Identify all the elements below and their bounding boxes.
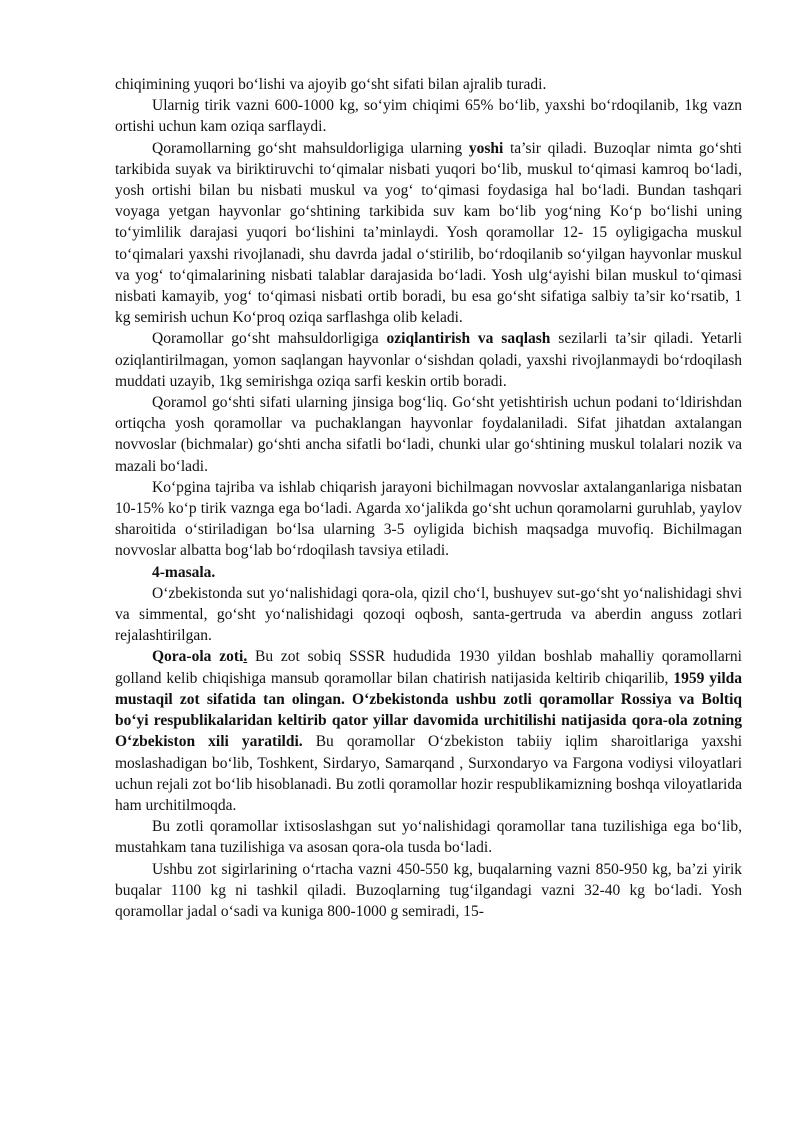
paragraph [115,477,742,562]
paragraph [115,859,742,923]
paragraph-text: Ushbu zot sigirlarining o‘rtacha vazni 450-550 kg, buqalarning vazni 850-950 kg, ba’zi yirik buqalar 1100 kg ni tashkil qiladi. Buzoqlarning tug‘ilgandagi vazni 32-40 kg bo‘ladi. Yosh qoramollar jadal o‘sadi va kuniga 800-1000 g semiradi, 15- [115,860,742,920]
paragraph-text: Bu qoramollar O‘zbekiston tabiiy iqlim sharoitlariga yaxshi moslashadigan bo‘lib, Toshkent, Sirdaryo, Samarqand , Surxondaryo va Fargona vodiysi viloyatlari uchun rejali zot bo‘lib hisoblanadi. Bu zotli qoramollar hozir respublikamizning boshqa viloyatlarida ham urchitilmoqda. [115,733,742,814]
paragraph [115,74,742,95]
underlined-period: . [243,648,248,666]
paragraph-text: O‘zbekistonda sut yo‘nalishidagi qora-ola, qizil cho‘l, bushuyev sut-go‘sht yo‘nalishidagi shvi va simmental, go‘sht yo‘nalishidagi qozoqi oqbosh, santa-gertruda va aberdin anguss zotlari rejalashtirilgan. [115,584,742,645]
document-page [115,74,742,922]
paragraph-text: Qoramol go‘shti sifati ularning jinsiga bog‘liq. Go‘sht yetishtirish uchun podani to‘ldirishdan ortiqcha yosh qoramollar va puchaklangan hayvonlar foydalaniladi. Sifat jihatdan axtalangan novvoslar (bichmalar) go‘shti ancha sifatli bo‘ladi, chunki ular go‘shtining muskul tolalari nozik va mazali bo‘ladi. [115,394,742,475]
paragraph [115,95,742,137]
bold-term: yoshi [468,139,504,157]
paragraph-text: Bu zot sobiq SSSR hududida 1930 yildan boshlab mahalliy qoramollarni golland kelib chiqishiga mansub qoramollar bilan chatirish natijasida keltirib chiqarilib, [115,648,742,687]
paragraph [115,138,742,329]
paragraph-text: Ko‘pgina tajriba va ishlab chiqarish jarayoni bichilmagan novvoslar axtalanganlariga nisbatan 10-15% ko‘p tirik vaznga ega bo‘ladi. Agarda xo‘jalikda go‘sht uchun qoramolarni guruhlab, yaylov sharoitida o‘stiriladigan bo‘lsa ularning 3-5 oyligida bichish maqsadga muvofiq. Bichilmagan novvoslar albatta bog‘lab bo‘rdoqilash tavsiya etiladi. [115,478,742,560]
paragraph-text: Qoramollar go‘sht mahsuldorligiga [152,330,387,348]
paragraph-text: chiqimining yuqori bo‘lishi va ajoyib go‘sht sifati bilan ajralib turadi. [115,76,547,93]
bold-term: oziqlantirish va saqlash [386,330,551,348]
section-heading [115,562,742,583]
paragraph [115,583,742,647]
paragraph [115,646,742,816]
paragraph-text: ta’sir qiladi. Buzoqlar nimta go‘shti tarkibida suyak va biriktiruvchi to‘qimalar nisbati yuqori bo‘lib, muskul to‘qimasi kamroq bo‘ladi, yosh ortishi bilan bu nisbati muskul va yog‘ to‘qimasi foydasiga hal bo‘ladi. Bundan tashqari voyaga yetgan hayvonlar go‘shtining tarkibida suv kam bo‘lib yog‘ning Ko‘p bo‘lishi uning to‘yimlilik darajasi yuqori bo‘lishini ta’minlaydi. Yosh qoramollar 12- 15 oyligigacha muskul to‘qimalari yaxshi rivojlanadi, shu davrda jadal o‘stirilib, bo‘rdoqilanib so‘yilgan hayvonlar muskul va yog‘ to‘qimalarining nisbati talablar darajasida bo‘ladi. Yosh ulg‘ayishi bilan muskul to‘qimasi nisbati kamayib, yog‘ to‘qimasi nisbati ortib boradi, bu esa go‘sht sifatiga salbiy ta’sir ko‘rsatib, 1 kg semirish uchun Ko‘proq oziqa sarflashga olib keladi. [115,139,742,327]
paragraph [115,328,742,392]
breed-name: Qora-ola zoti [152,648,244,666]
paragraph-text: sezilarli ta’sir qiladi. Yetarli oziqlantirilmagan, yomon saqlangan hayvonlar o‘sishdan qoladi, yaxshi rivojlanmaydi bo‘rdoqilash muddati uzayib, 1kg semirishga oziqa sarfi keskin ortib boradi. [115,330,743,390]
paragraph-text: Qoramollarning go‘sht mahsuldorligiga ularning [152,139,469,157]
bold-passage: 1959 yilda mustaqil zot sifatida tan olingan. O‘zbekistonda ushbu zotli qoramollar Rossiya va Boltiq bo‘yi respublikalaridan keltirib qator yillar davomida urchitilishi natijasida qora-ola zotning O‘zbekiston xili yaratildi. [115,669,743,751]
paragraph [115,392,742,477]
paragraph [115,816,742,858]
paragraph-text: Ularnig tirik vazni 600-1000 kg, so‘yim chiqimi 65% bo‘lib, yaxshi bo‘rdoqilanib, 1kg vazn ortishi uchun kam oziqa sarflaydi. [115,97,742,136]
paragraph-text: Bu zotli qoramollar ixtisoslashgan sut yo‘nalishidagi qoramollar tana tuzilishiga ega bo‘lib, mustahkam tana tuzilishiga va asosan qora-ola tusda bo‘ladi. [115,818,742,857]
section-heading-text: 4-masala. [152,563,216,581]
